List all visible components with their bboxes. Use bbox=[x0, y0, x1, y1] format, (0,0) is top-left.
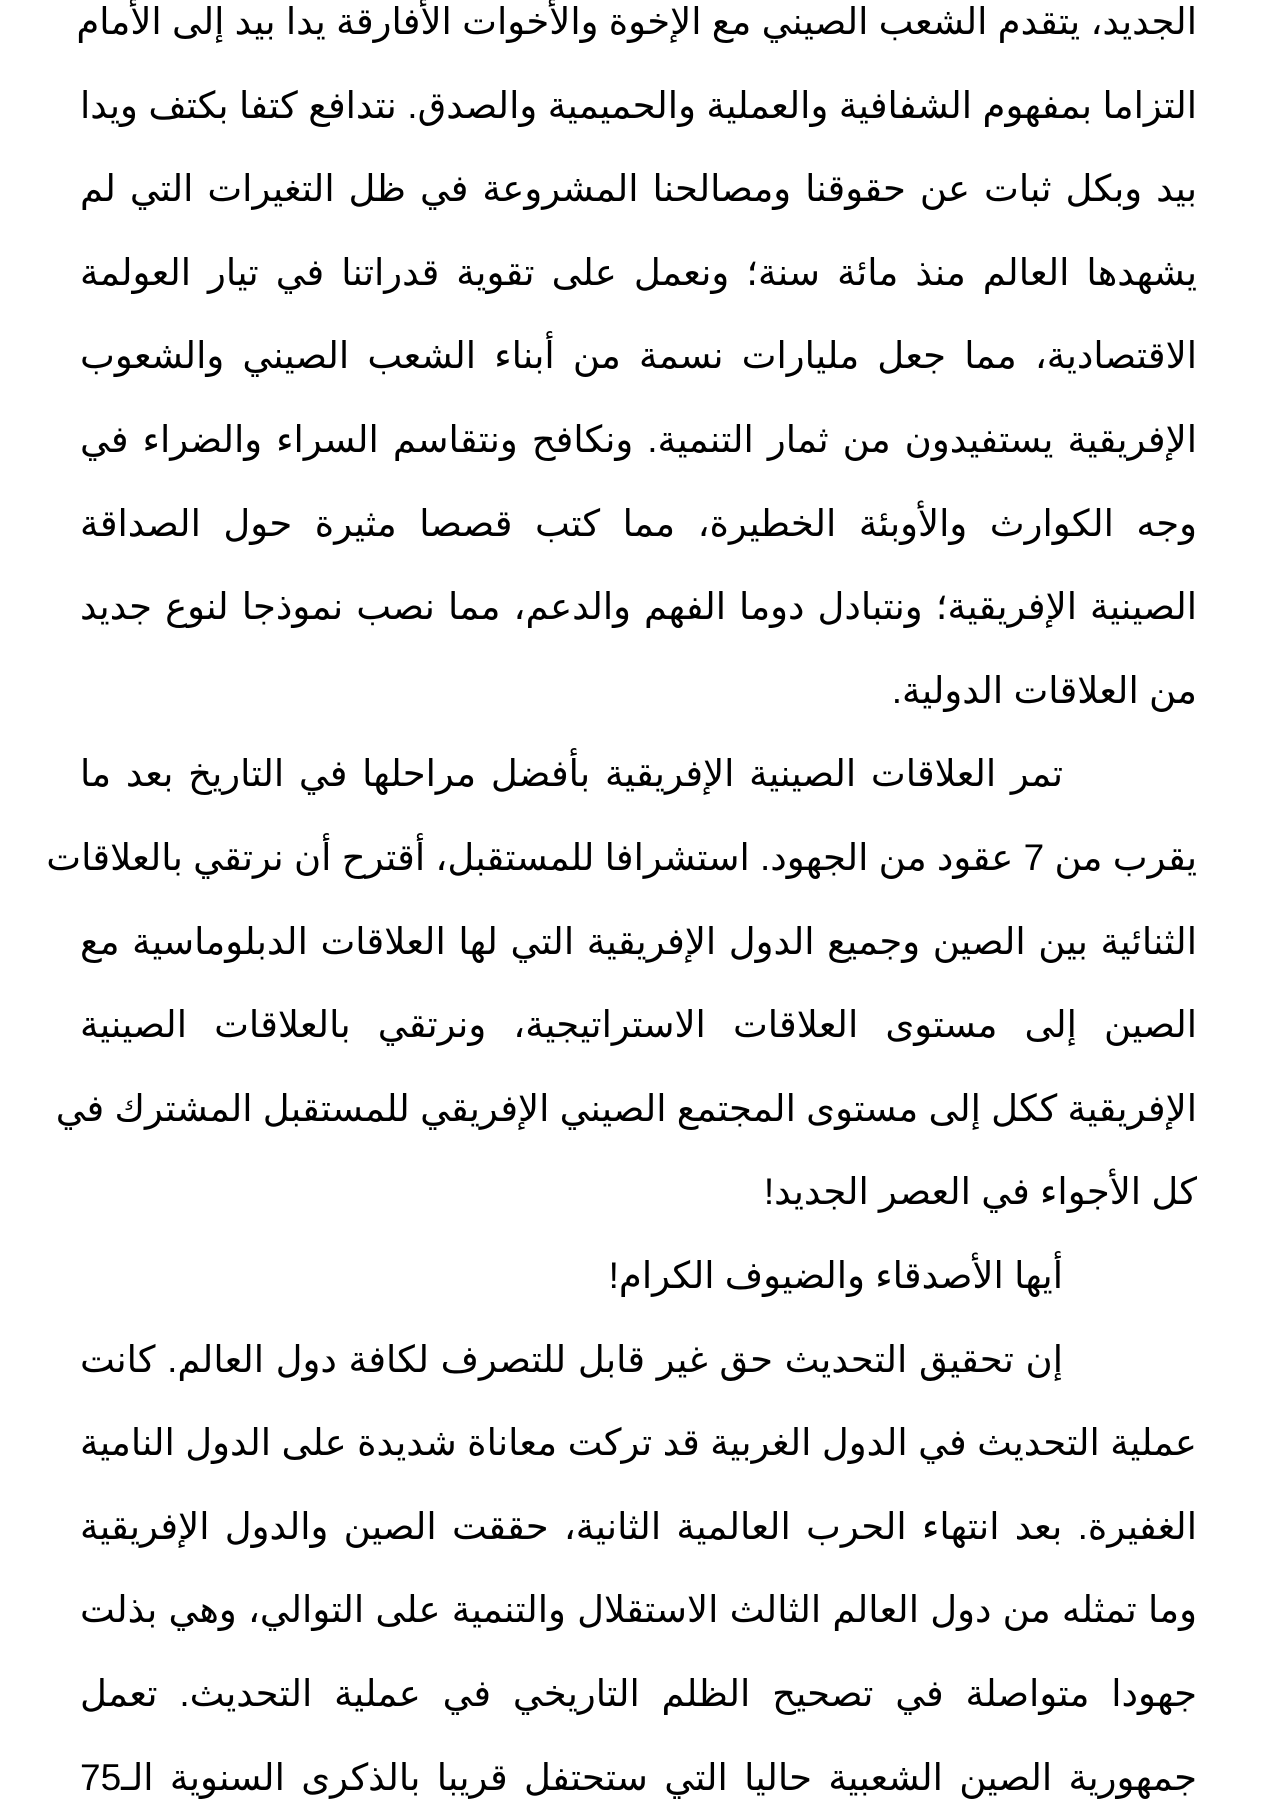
text-line: جهودا متواصلة في تصحيح الظلم التاريخي في عملية التحديث. تعمل bbox=[80, 1673, 1197, 1714]
text-line: يشهدها العالم منذ مائة سنة؛ ونعمل على تقوية قدراتنا في تيار العولمة bbox=[80, 251, 1197, 293]
text-line: جمهورية الصين الشعبية حاليا التي ستحتفل قريبا بالذكرى السنوية الـ75 bbox=[80, 1756, 1197, 1798]
text-line: يقرب من 7 عقود من الجهود. استشرافا للمستقبل، أقترح أن نرتقي بالعلاقات bbox=[46, 837, 1197, 878]
text-line: الاقتصادية، مما جعل مليارات نسمة من أبناء الشعب الصيني والشعوب bbox=[80, 335, 1197, 377]
text-line: الإفريقية ككل إلى مستوى المجتمع الصيني الإفريقي للمستقبل المشترك في bbox=[55, 1087, 1197, 1129]
text-line: بيد وبكل ثبات عن حقوقنا ومصالحنا المشروعة في ظل التغيرات التي لم bbox=[80, 168, 1197, 210]
text-line: تمر العلاقات الصينية الإفريقية بأفضل مراحلها في التاريخ بعد ما bbox=[80, 753, 1063, 795]
text-line: الجديد، يتقدم الشعب الصيني مع الإخوة والأخوات الأفارقة يدا بيد إلى الأمام bbox=[76, 1, 1197, 42]
text-line: وما تمثله من دول العالم الثالث الاستقلال والتنمية على التوالي، وهي بذلت bbox=[80, 1589, 1197, 1631]
text-line: من العلاقات الدولية. bbox=[891, 669, 1197, 711]
text-line: وجه الكوارث والأوبئة الخطيرة، مما كتب قصصا مثيرة حول الصداقة bbox=[80, 502, 1197, 544]
text-line: الصينية الإفريقية؛ ونتبادل دوما الفهم والدعم، مما نصب نموذجا لنوع جديد bbox=[80, 586, 1197, 628]
text-line: الإفريقية يستفيدون من ثمار التنمية. ونكافح ونتقاسم السراء والضراء في bbox=[80, 419, 1197, 460]
text-line: التزاما بمفهوم الشفافية والعملية والحميمية والصدق. نتدافع كتفا بكتف ويدا bbox=[80, 84, 1197, 126]
text-line: الثنائية بين الصين وجميع الدول الإفريقية التي لها العلاقات الدبلوماسية مع bbox=[80, 920, 1197, 962]
text-line: إن تحقيق التحديث حق غير قابل للتصرف لكافة دول العالم. كانت bbox=[80, 1338, 1063, 1380]
text-line: الغفيرة. بعد انتهاء الحرب العالمية الثانية، حققت الصين والدول الإفريقية bbox=[80, 1505, 1197, 1547]
text-line: أيها الأصدقاء والضيوف الكرام! bbox=[608, 1255, 1063, 1296]
text-line: الصين إلى مستوى العلاقات الاستراتيجية، ونرتقي بالعلاقات الصينية bbox=[80, 1004, 1197, 1046]
text-line: عملية التحديث في الدول الغربية قد تركت معاناة شديدة على الدول النامية bbox=[80, 1422, 1197, 1464]
text-line: كل الأجواء في العصر الجديد! bbox=[763, 1171, 1197, 1213]
